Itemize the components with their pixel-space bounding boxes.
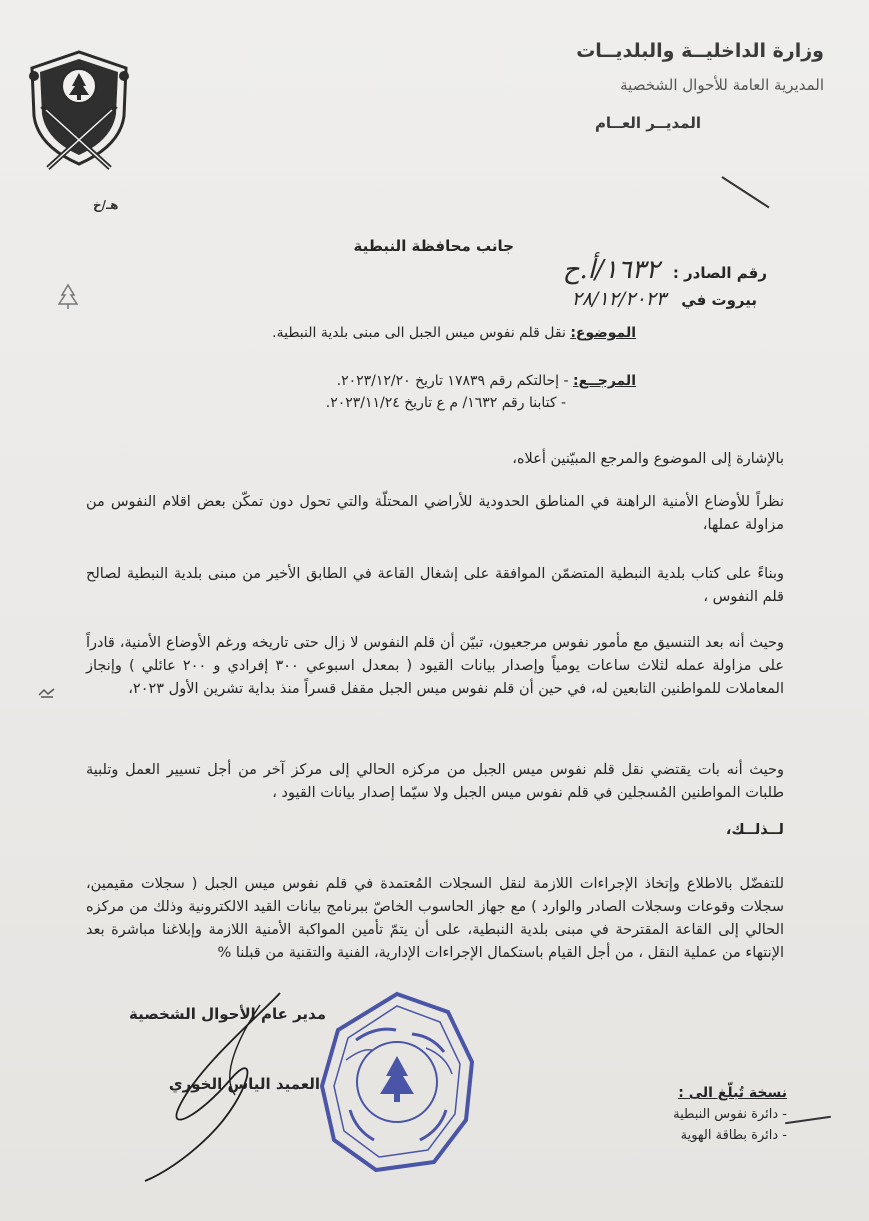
margin-mark-icon: [38, 687, 56, 699]
subject-text: نقل قلم نفوس ميس الجبل الى مبنى بلدية النبطية.: [272, 325, 566, 341]
reference-line-1: - إحالتكم رقم ١٧٨٣٩ تاريخ ٢٠٢٣/١٢/٢٠.: [336, 373, 569, 389]
pen-tick: [785, 1116, 831, 1124]
issue-date-label: بيروت في: [681, 291, 757, 309]
official-stamp: [316, 990, 478, 1176]
outgoing-number-value: ١٦٣٢/أ.ح: [562, 255, 660, 285]
paragraph-transfer: وحيث أنه بات يقتضي نقل قلم نفوس ميس الجبل من مركزه الحالي إلى مركز آخر من أجل تسيير العمل وتلبية طلبات المواطنين المُسجلين في قلم نفوس ميس الجبل ولا سيّما إصدار بيانات القيود ،: [86, 762, 784, 801]
pen-stroke: [721, 176, 769, 208]
cedar-watermark-icon: [53, 282, 83, 312]
copy-recipient: - دائرة نفوس النبطية: [673, 1107, 787, 1122]
outgoing-number-label: رقم الصادر :: [672, 264, 767, 282]
reference-label: المرجــع:: [573, 373, 636, 389]
reference-block: [326, 370, 636, 414]
paragraph-intro: بالإشارة إلى الموضوع والمرجع المبيّنين أعلاه،: [512, 451, 784, 467]
file-initials: هـ/خ: [93, 198, 119, 212]
paragraph-coordination: وحيث أنه بعد التنسيق مع مأمور نفوس مرجعيون، تبيّن أن قلم النفوس لا زال حتى تاريخه ورغم الأوضاع الأمنية، قادراً على مزاولة عمله لثلاث ساعات يومياً وإصدار بيانات القيود ( بمعدل اسبوعي ٣٠٠ إفرادي و ٢٠٠ عائلي ) وإنجاز المعاملات للمواطنين التابعين له، في حين أن قلم نفوس ميس الجبل مقفل قسراً منذ بداية تشرين الأول ٢٠٢٣،: [86, 635, 785, 697]
paragraph-therefore: لــذلــك،: [725, 822, 784, 838]
copies-label: نسخة تُبلّغ الى :: [678, 1085, 787, 1101]
subject-line: [272, 325, 636, 341]
directorate-name: المديرية العامة للأحوال الشخصية: [620, 76, 824, 94]
ministry-emblem: [24, 46, 134, 174]
addressee: جانب محافظة النبطية: [353, 237, 514, 255]
paragraph-security: نظراً للأوضاع الأمنية الراهنة في المناطق الحدودية للأراضي المحتلّة والتي تحول دون تمكّن بعض اقلام النفوس من مزاولة عملها،: [86, 494, 784, 533]
copy-recipient: - دائرة بطاقة الهوية: [680, 1128, 787, 1143]
subject-label: الموضوع:: [570, 325, 636, 341]
copies-block: [673, 1083, 787, 1146]
reference-line-2: - كتابنا رقم ١٦٣٢/ م ع تاريخ ٢٠٢٣/١١/٢٤.: [325, 395, 566, 411]
outgoing-number: [563, 255, 767, 285]
ministry-name: وزارة الداخليــة والبلديــات: [576, 40, 824, 62]
signatory-title: مدير عام الأحوال الشخصية: [129, 1005, 326, 1023]
handwritten-signature: [140, 985, 300, 1185]
issue-date-value: ٢٨/١٢/٢٠٢٣: [571, 288, 667, 310]
paragraph-request: للتفضّل بالاطلاع وإتخاذ الإجراءات اللازمة لنقل السجلات المُعتمدة في قلم نفوس ميس الجبل ( سجلات مقيمين، سجلات وقوعات وسجلات الصادر والوارد ) مع جهاز الحاسوب الخاصّ ببرنامج بيانات القيد الالكترونية وذلك من مركزه الحالي إلى القاعة المقترحة في مبنى بلدية النبطية، على أن يتمّ تأمين المواكبة الأمنية اللازمة وإبلاغنا مباشرة بعد الإنتهاء من عملية النقل ، من أجل القيام باستكمال الإجراءات الإدارية، الفنية والتقنية من قبلنا %: [86, 876, 784, 961]
signatory-name: العميد الياس الخوري: [168, 1075, 320, 1093]
issue-date: [572, 288, 757, 310]
paragraph-municipality: وبناءً على كتاب بلدية النبطية المتضمّن الموافقة على إشغال القاعة في الطابق الأخير من مبنى بلدية النبطية لصالح قلم النفوس ،: [86, 566, 784, 605]
director-general-label: المديــر العــام: [594, 114, 701, 132]
